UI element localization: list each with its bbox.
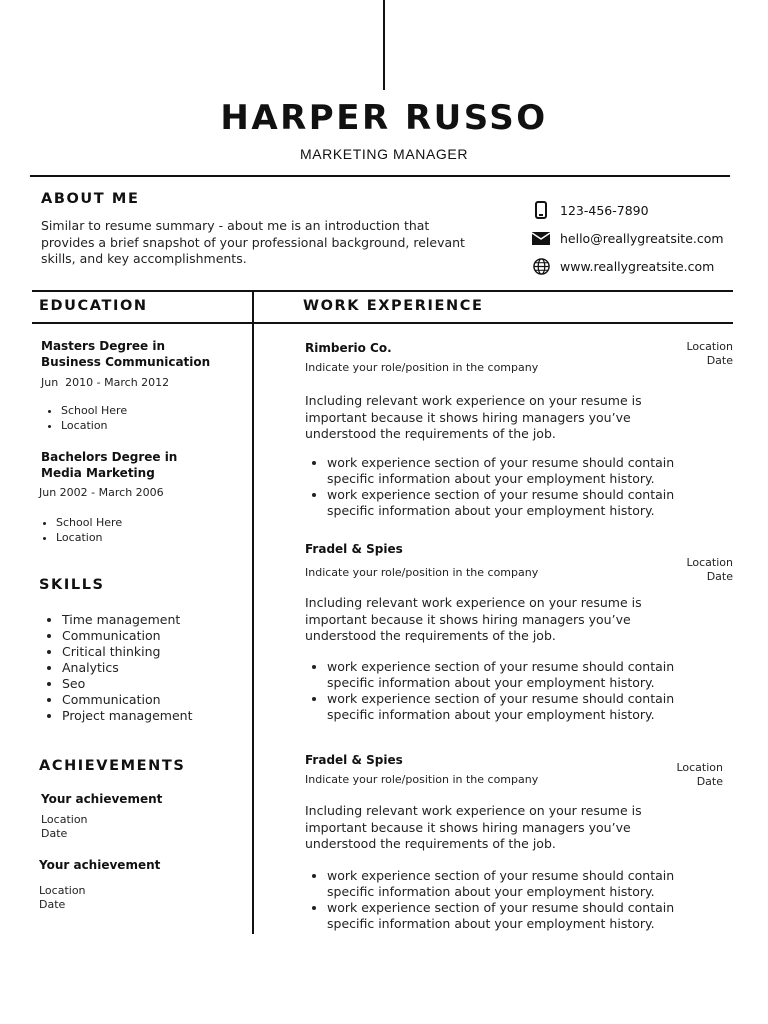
job-date: Date [706,570,733,583]
list-item: • Time management [62,612,262,628]
email-link[interactable]: hello@reallygreatsite.com [560,230,724,246]
section-rule-top [32,290,733,292]
job-role: Indicate your role/position in the company [305,566,539,579]
degree-line2: Business Communication [41,355,211,369]
section-rule-bottom [32,322,733,324]
job-location: Location [686,340,733,353]
list-item: • Critical thinking [62,644,262,660]
phone-icon [532,201,550,219]
achievement-date: Date [39,898,66,911]
work-heading: WORK EXPERIENCE [303,298,484,314]
education-item [41,449,246,481]
job-entry [305,340,733,519]
top-divider [383,0,385,90]
phone-text[interactable]: 123-456-7890 [560,202,649,218]
company-name: Fradel & Spies [305,542,403,556]
achievements-heading: ACHIEVEMENTS [39,758,186,774]
about-heading: ABOUT ME [41,191,140,207]
list-item: • Project management [62,708,262,724]
education-details [41,404,246,433]
list-item: • School Here [61,404,246,419]
job-role: Indicate your role/position in the company [305,773,539,786]
globe-icon [532,257,550,275]
list-item: • work experience section of your resume should contain specific information about your employment history. [327,455,697,487]
degree-dates: Jun 2002 - March 2006 [39,486,164,499]
education-details [36,516,256,545]
about-text: Similar to resume summary - about me is an introduction that provides a brief snapshot of your professional background, relevant skills, and key accomplishments. [41,218,465,266]
list-item: • work experience section of your resume should contain specific information about your employment history. [327,900,697,932]
job-bullets [305,455,697,519]
list-item: • School Here [56,516,256,531]
achievement-item [41,791,241,841]
achievement-location: Location [39,884,86,897]
skills-list [42,612,262,724]
degree-line1: Masters Degree in [41,339,166,353]
job-entry [305,752,733,932]
job-bullets [305,659,697,723]
achievement-item [39,857,239,912]
list-item: • Location [61,419,246,434]
list-item: • work experience section of your resume should contain specific information about your employment history. [327,487,697,519]
contact-website [532,255,732,277]
envelope-icon [532,229,550,247]
job-date: Date [706,354,733,367]
job-description: Including relevant work experience on your resume is important because it shows hiring managers you’ve understood the requirements of the job. [305,803,642,851]
job-location-date [676,761,723,789]
website-link[interactable]: www.reallygreatsite.com [560,258,715,274]
education-heading: EDUCATION [39,298,148,314]
job-description: Including relevant work experience on your resume is important because it shows hiring managers you’ve understood the requirements of the job. [305,595,642,643]
achievement-date: Date [41,827,68,840]
job-location-date [686,340,733,368]
job-location: Location [686,556,733,569]
job-bullets [305,868,697,932]
job-role: Indicate your role/position in the company [305,361,539,374]
education-item [41,338,246,433]
list-item: • Location [56,531,256,546]
degree-line2: Media Marketing [41,466,155,480]
list-item: • Seo [62,676,262,692]
list-item: • Communication [62,628,262,644]
header-rule [30,175,730,177]
job-entry [305,541,733,723]
degree-line1: Bachelors Degree in [41,450,178,464]
list-item: • work experience section of your resume should contain specific information about your employment history. [327,659,697,691]
achievement-location: Location [41,813,88,826]
contact-block [532,199,732,277]
candidate-name: HARPER RUSSO [220,98,548,138]
list-item: • Analytics [62,660,262,676]
list-item: • work experience section of your resume should contain specific information about your employment history. [327,691,697,723]
achievement-title: Your achievement [39,858,161,872]
achievement-title: Your achievement [41,792,163,806]
contact-email [532,227,732,249]
list-item: • Communication [62,692,262,708]
contact-phone [532,199,732,221]
skills-heading: SKILLS [39,577,105,593]
list-item: • work experience section of your resume should contain specific information about your employment history. [327,868,697,900]
degree-dates: Jun 2010 - March 2012 [41,376,170,389]
job-date: Date [696,775,723,788]
job-location-date [686,556,733,584]
job-location: Location [676,761,723,774]
company-name: Fradel & Spies [305,753,403,767]
company-name: Rimberio Co. [305,341,392,355]
candidate-title: MARKETING MANAGER [299,146,469,162]
job-description: Including relevant work experience on your resume is important because it shows hiring managers you’ve understood the requirements of the job. [305,393,642,441]
